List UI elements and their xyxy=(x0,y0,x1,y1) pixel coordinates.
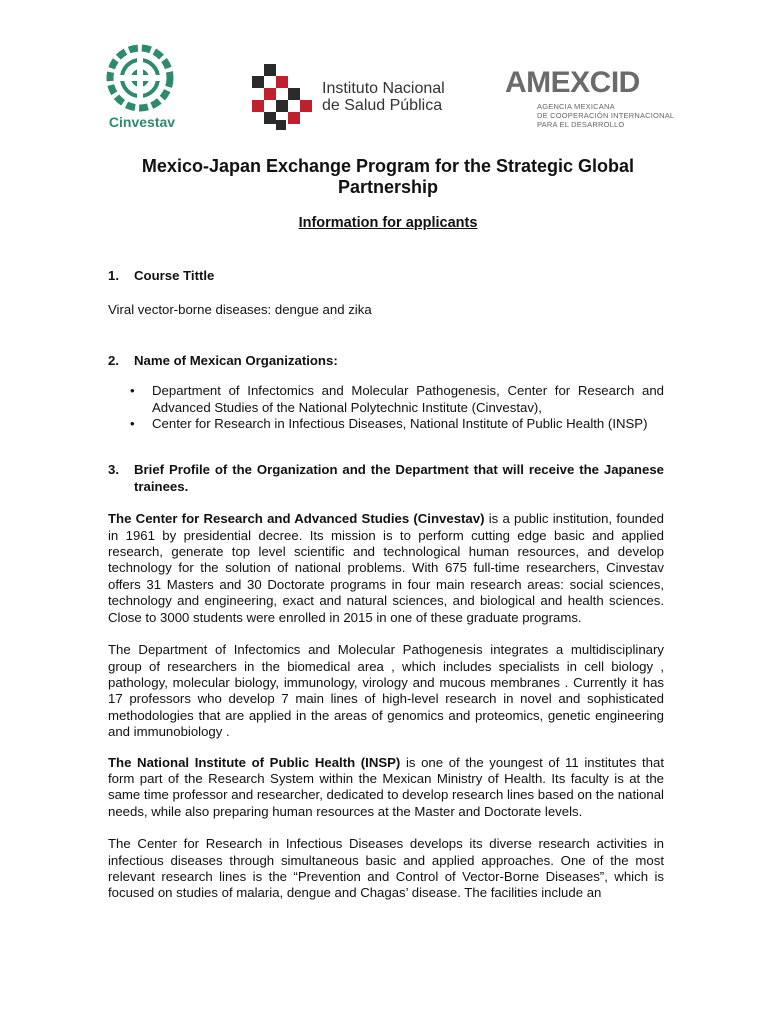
section-2-heading: 2. Name of Mexican Organizations: xyxy=(108,352,338,368)
section-1-heading: 1. Course Tittle xyxy=(108,268,215,283)
logo-bar xyxy=(0,40,770,135)
amexcid-logo xyxy=(505,66,680,130)
section-3-heading: 3. Brief Profile of the Organization and the Department that will receive the Japanese trainees. xyxy=(108,462,664,494)
cinvestav-emblem-icon xyxy=(98,44,182,114)
document-title: Mexico-Japan Exchange Program for the Strategic Global Partnership xyxy=(141,156,635,197)
paragraph-cinvestav: The Center for Research and Advanced Studies (Cinvestav) is a public institution, founded in 1961 by presidential decree. Its mission is to perform cutting edge basic and applied research, generate top level scientific and technological human resources, and develop technology for the solution of national problems. With 675 full-time researchers, Cinvestav offers 31 Masters and 30 Doctorate programs in four main research areas: social sciences, technology and engineering, exact and natural sciences, and biological and health sciences. Close to 3000 students were enrolled in 2015 in one of these graduate programs. xyxy=(108,511,664,625)
amexcid-wordmark: AMEXCID xyxy=(505,66,640,99)
organization-list xyxy=(108,383,664,432)
cinvestav-wordmark: Cinvestav xyxy=(108,114,176,130)
list-item: • Department of Infectomics and Molecular Pathogenesis, Center for Research and Advanced Studies of the National Polytechnic Institute (Cinvestav), xyxy=(108,383,664,416)
cinvestav-logo xyxy=(98,44,182,136)
insp-mosaic-icon xyxy=(250,64,316,132)
list-item: • Center for Research in Infectious Diseases, National Institute of Public Health (INSP) xyxy=(108,416,664,432)
insp-wordmark: Instituto Nacional de Salud Pública xyxy=(322,80,445,114)
paragraph-department: The Department of Infectomics and Molecular Pathogenesis integrates a multidisciplinary group of researchers in the biomedical area , which includes specialists in cell biology , pathology, molecular biology, immunology, virology and mucous membranes . Currently it has 17 professors who develop 7 main lines of high-level research in novel and sophisticated methodologies that are applied in the areas of genomics and proteomics, genetic engineering and immunobiology . xyxy=(108,642,664,740)
insp-logo xyxy=(250,64,460,132)
paragraph-research-center: The Center for Research in Infectious Diseases develops its diverse research activities in infectious diseases through simultaneous basic and applied approaches. One of the most relevant research lines is the “Prevention and Control of Vector-Borne Diseases”, which is focused on studies of malaria, dengue and Chagas’ disease. The facilities include an xyxy=(108,836,664,901)
paragraph-insp: The National Institute of Public Health (INSP) is one of the youngest of 11 institutes that form part of the Research System within the Mexican Ministry of Health. Its faculty is at the same time professor and researcher, dedicated to develop research lines based on the national needs, while also preparing human resources at the Master and Doctorate levels. xyxy=(108,754,664,819)
document-body xyxy=(108,268,664,902)
document-subtitle: Information for applicants xyxy=(298,215,478,231)
section-1-body: Viral vector-borne diseases: dengue and zika xyxy=(108,302,372,318)
amexcid-tagline: AGENCIA MEXICANA DE COOPERACIÓN INTERNACIONAL PARA EL DESARROLLO xyxy=(537,102,675,129)
